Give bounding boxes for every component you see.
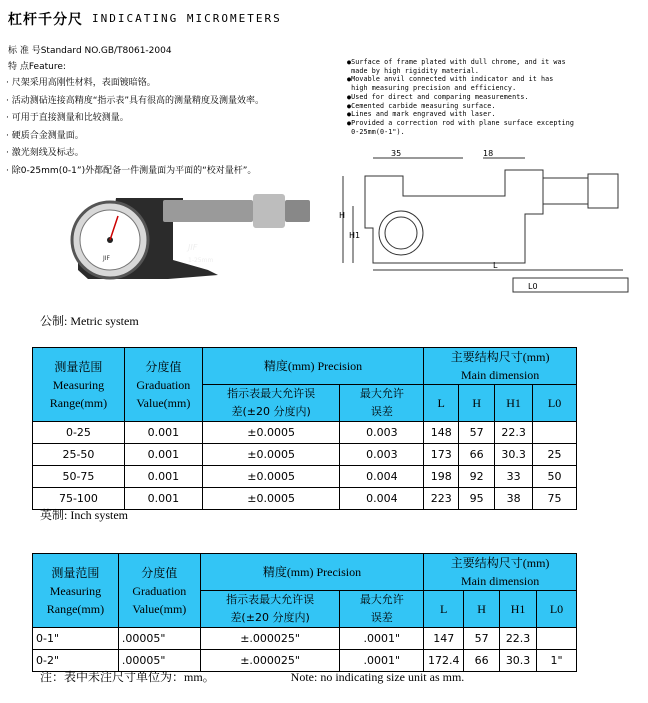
footnote-cn: 注：表中未注尺寸单位为：mm。	[40, 670, 215, 684]
dim-label: L0	[528, 282, 538, 291]
header-indicator: 指示表最大允许误 差(±20 分度内)	[202, 385, 340, 422]
header-col: L0	[533, 385, 577, 422]
header-range: 测量范围 Measuring Range(mm)	[33, 348, 125, 422]
feature-item: · 可用于直接测量和比较测量。	[6, 113, 129, 123]
feature-item: · 尺架采用高刚性材料，表面镀暗铬。	[6, 78, 156, 88]
table-row: 75-100 0.001 ±0.0005 0.004 223 95 38 75	[33, 488, 577, 510]
header-max-error: 最大允许 误差	[340, 385, 424, 422]
dim-label: L	[493, 261, 498, 270]
standard-number: 标 准 号Standard NO.GB/T8061-2004	[8, 46, 172, 56]
technical-drawing	[333, 148, 645, 303]
footnote-en: Note: no indicating size unit as mm.	[290, 670, 465, 684]
feature-en-item: ●Surface of frame plated with dull chrome, and it was	[347, 58, 566, 66]
header-max-error: 最大允许 误差	[340, 591, 424, 628]
title-cn: 杠杆千分尺	[8, 12, 83, 28]
metric-table	[32, 347, 577, 510]
header-col: L	[424, 385, 459, 422]
header-main-dim: 主要结构尺寸(mm) Main dimension	[424, 348, 577, 385]
dim-label: H1	[349, 231, 361, 240]
feature-item: · 除0-25mm(0-1”)外都配备一件测量面为平面的“校对量杆”。	[6, 165, 257, 176]
feature-item: · 活动测砧连接高精度“指示表”具有很高的测量精度及测量效率。	[6, 95, 265, 106]
header-col: L0	[537, 591, 577, 628]
feature-heading: 特 点Feature:	[8, 62, 66, 72]
dim-label: 18	[483, 149, 494, 158]
header-col: L	[424, 591, 464, 628]
header-graduation: 分度值 Graduation Value(mm)	[118, 554, 200, 628]
table-row: 0-25 0.001 ±0.0005 0.003 148 57 22.3	[33, 422, 577, 444]
inch-label: 英制: Inch system	[40, 508, 128, 522]
feature-en-item: ●Provided a correction rod with plane surface excepting	[347, 118, 574, 127]
header-range: 测量范围 Measuring Range(mm)	[33, 554, 119, 628]
header-main-dim: 主要结构尺寸(mm) Main dimension	[424, 554, 577, 591]
dial-brand: JIF	[103, 255, 110, 262]
feature-list-cn	[6, 75, 264, 180]
header-precision: 精度(mm) Precision	[200, 554, 423, 591]
micrometer-photo	[48, 180, 318, 285]
header-col: H	[464, 591, 500, 628]
feature-item: · 硬质合金测量面。	[6, 130, 84, 141]
table-row: 0-2" .00005" ±.000025" .0001" 172.4 66 30.3 1"	[33, 650, 577, 672]
header-col: H1	[500, 591, 537, 628]
feature-item: · 激光刻线及标志。	[6, 148, 84, 158]
header-col: H	[459, 385, 495, 422]
feature-en-item: 0-25mm(0-1").	[351, 127, 405, 136]
frame-logo: JIF	[188, 243, 198, 252]
metric-label: 公制: Metric system	[40, 314, 139, 328]
table-row: 50-75 0.001 ±0.0005 0.004 198 92 33 50	[33, 466, 577, 488]
feature-en-item: high measuring precision and efficiency.	[351, 84, 517, 93]
feature-en-item: ●Cemented carbide measuring surface.	[347, 101, 496, 110]
footnote	[40, 668, 464, 685]
title-en: INDICATING MICROMETERS	[92, 12, 282, 25]
header-precision: 精度(mm) Precision	[202, 348, 423, 385]
feature-list-en	[347, 58, 647, 136]
frame-range-text: 1-25mm	[188, 257, 214, 264]
table-row: 0-1" .00005" ±.000025" .0001" 147 57 22.3	[33, 628, 577, 650]
feature-en-item: ●Lines and mark engraved with laser.	[347, 110, 496, 119]
table-row: 25-50 0.001 ±0.0005 0.003 173 66 30.3 25	[33, 444, 577, 466]
feature-en-item: ●Used for direct and comparing measurements.	[347, 92, 529, 101]
dim-label: H	[339, 211, 346, 220]
inch-table	[32, 553, 577, 672]
dim-label: 35	[391, 149, 402, 158]
feature-en-item: ●Movable anvil connected with indicator and it has	[347, 75, 554, 84]
header-graduation: 分度值 Graduation Value(mm)	[124, 348, 202, 422]
feature-en-item: made by high rigidity material.	[351, 66, 480, 75]
header-indicator: 指示表最大允许误 差(±20 分度内)	[200, 591, 340, 628]
header-col: H1	[495, 385, 533, 422]
